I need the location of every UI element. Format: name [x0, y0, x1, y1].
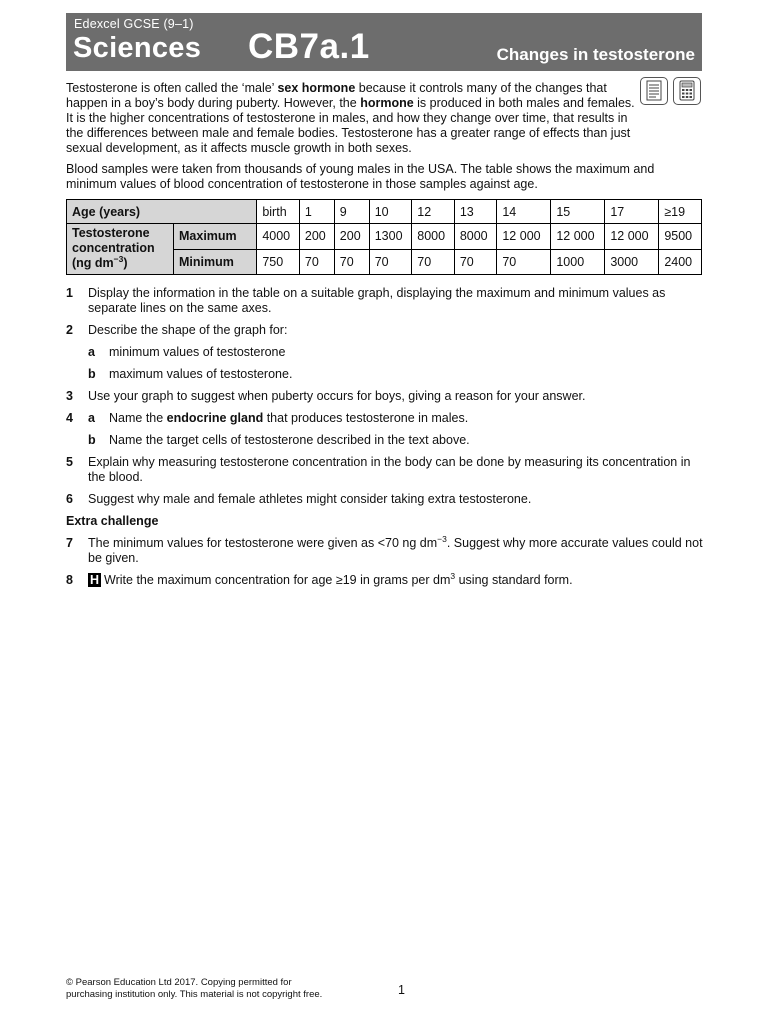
extra-challenge-heading: Extra challenge: [66, 514, 159, 528]
maximum-cell: 1300: [369, 224, 412, 250]
question-5: 5 Explain why measuring testosterone concentration in the body can be done by measuring its concentration in the blood.: [66, 455, 691, 484]
series-name: Edexcel GCSE (9–1): [74, 17, 194, 31]
table-row: [67, 224, 702, 250]
maximum-cell: 200: [334, 224, 369, 250]
maximum-cell: 12 000: [605, 224, 659, 250]
age-cell: 9: [334, 200, 369, 224]
age-cell: 17: [605, 200, 659, 224]
question-4b: b Name the target cells of testosterone described in the text above.: [88, 433, 470, 447]
age-cell: 10: [369, 200, 412, 224]
age-cell: 1: [299, 200, 334, 224]
age-cell: birth: [257, 200, 300, 224]
page-number: 1: [398, 983, 405, 997]
question-list: [66, 286, 706, 595]
higher-tier-badge: H: [90, 573, 100, 587]
question-1: 1 Display the information in the table on a suitable graph, displaying the maximum and minimum values as separate lines on the same axes.: [66, 286, 666, 315]
maximum-cell: 12 000: [551, 224, 605, 250]
header-banner: [66, 13, 702, 71]
subject-title: Sciences: [73, 32, 202, 64]
lesson-code: CB7a.1: [248, 27, 370, 66]
worksheet-icon: [640, 77, 668, 105]
maximum-cell: 200: [299, 224, 334, 250]
minimum-cell: 70: [299, 249, 334, 275]
minimum-cell: 1000: [551, 249, 605, 275]
question-2: 2 Describe the shape of the graph for:: [66, 323, 288, 337]
minimum-cell: 70: [497, 249, 551, 275]
intro-paragraph: Testosterone is often called the ‘male’ sex hormone because it controls many of the changes that happen in a boy’s body during puberty. However, the hormone is produced in both males and females. It is the higher concentrations of testosterone in males, and how they change over time, that results in the differences between male and female bodies. Testosterone has a greater range of effects than just sexual development, as it affects muscle growth in both sexes.: [66, 81, 635, 155]
maximum-cell: 9500: [659, 224, 702, 250]
age-cell: 12: [412, 200, 455, 224]
question-3: 3 Use your graph to suggest when puberty occurs for boys, giving a reason for your answer.: [66, 389, 586, 403]
age-cell: 13: [454, 200, 497, 224]
page-title: Changes in testosterone: [496, 45, 695, 64]
calculator-icon: [673, 77, 701, 105]
maximum-cell: 8000: [412, 224, 455, 250]
minimum-label: Minimum: [174, 249, 257, 275]
age-cell: 15: [551, 200, 605, 224]
age-header: Age (years): [67, 200, 257, 224]
question-7: 7 The minimum values for testosterone were given as <70 ng $dm^{-3}$. Suggest why more accurate values could not be given.: [66, 533, 703, 565]
copyright-footer: © Pearson Education Ltd 2017. Copying permitted for purchasing institution only. This material is not copyright free.: [66, 977, 323, 1000]
maximum-label: Maximum: [174, 224, 257, 250]
age-cell: 14: [497, 200, 551, 224]
minimum-cell: 70: [334, 249, 369, 275]
question-6: 6 Suggest why male and female athletes might consider taking extra testosterone.: [66, 492, 532, 506]
minimum-cell: 70: [412, 249, 455, 275]
minimum-cell: 70: [369, 249, 412, 275]
minimum-cell: 750: [257, 249, 300, 275]
question-8: 8 H Write the maximum concentration for age ≥19 in grams per $dm^3$ using standard form.: [66, 570, 573, 587]
testosterone-table: [66, 199, 702, 275]
data-description: Blood samples were taken from thousands of young males in the USA. The table shows the maximum and minimum values of blood concentration of testosterone in those samples against age.: [66, 162, 655, 191]
maximum-cell: 4000: [257, 224, 300, 250]
minimum-cell: 3000: [605, 249, 659, 275]
maximum-cell: 12 000: [497, 224, 551, 250]
maximum-cell: 8000: [454, 224, 497, 250]
resource-icons: [640, 77, 702, 105]
minimum-cell: 70: [454, 249, 497, 275]
age-cell: ≥19: [659, 200, 702, 224]
table-row: [67, 200, 702, 224]
question-4a: 4 a Name the endocrine gland that produces testosterone in males.: [66, 411, 469, 425]
question-2a: a minimum values of testosterone: [88, 345, 286, 359]
concentration-header: Testosterone concentration (ng $dm^{-3}$): [67, 224, 174, 275]
minimum-cell: 2400: [659, 249, 702, 275]
question-2b: b maximum values of testosterone.: [88, 367, 293, 381]
